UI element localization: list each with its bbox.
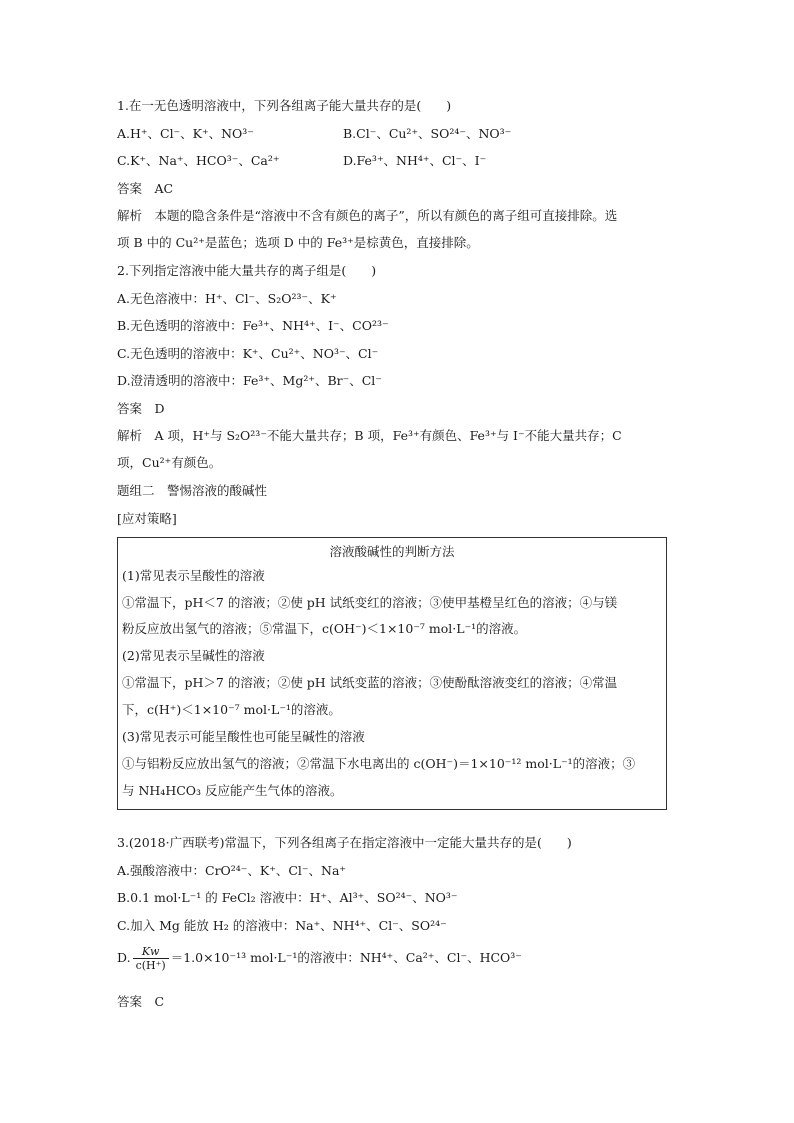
- acidic-heading: (1)常见表示呈酸性的溶液: [122, 568, 265, 583]
- q2-option-c: C.无色透明的溶液中：K⁺、Cu²⁺、NO³⁻、Cl⁻: [117, 346, 379, 361]
- q2-analysis-line-2: 项，Cu²⁺有颜色。: [117, 455, 222, 470]
- q3-option-d-prefix: D.: [117, 950, 131, 965]
- strategy-label: [应对策略]: [117, 511, 177, 526]
- q1-option-d: D.Fe³⁺、NH⁴⁺、Cl⁻、I⁻: [343, 153, 487, 168]
- q1-analysis-line-2: 项 B 中的 Cu²⁺是蓝色；选项 D 中的 Fe³⁺是棕黄色，直接排除。: [117, 235, 479, 250]
- basic-line-2: 下，c(H⁺)＜1×10⁻⁷ mol·L⁻¹的溶液。: [122, 702, 341, 717]
- q2-option-a: A.无色溶液中：H⁺、Cl⁻、S₂O²³⁻、K⁺: [117, 291, 337, 306]
- q2-stem: 2.下列指定溶液中能大量共存的离子组是( ): [117, 263, 377, 278]
- q1-option-b: B.Cl⁻、Cu²⁺、SO²⁴⁻、NO³⁻: [343, 126, 512, 141]
- q1-option-c: C.K⁺、Na⁺、HCO³⁻、Ca²⁺: [117, 153, 280, 168]
- q1-option-a: A.H⁺、Cl⁻、K⁺、NO³⁻: [117, 126, 254, 141]
- acidic-line-1: ①常温下，pH＜7 的溶液；②使 pH 试纸变红的溶液；③使甲基橙呈红色的溶液；④与镁: [122, 595, 618, 610]
- basic-heading: (2)常见表示呈碱性的溶液: [122, 648, 265, 663]
- q3-option-c: C.加入 Mg 能放 H₂ 的溶液中：Na⁺、NH⁴⁺、Cl⁻、SO²⁴⁻: [117, 918, 447, 933]
- q3-option-b: B.0.1 mol·L⁻¹ 的 FeCl₂ 溶液中：H⁺、Al³⁺、SO²⁴⁻、NO³⁻: [117, 890, 458, 905]
- either-heading: (3)常见表示可能呈酸性也可能呈碱性的溶液: [122, 729, 365, 744]
- q3-option-d-rest: ＝1.0×10⁻¹³ mol·L⁻¹的溶液中：NH⁴⁺、Ca²⁺、Cl⁻、HCO³⁻: [170, 950, 522, 965]
- either-line-1: ①与铝粉反应放出氢气的溶液；②常温下水电离出的 c(OH⁻)＝1×10⁻¹² mol·L⁻¹的溶液；③: [122, 756, 636, 771]
- method-box: [117, 537, 667, 810]
- q2-option-b: B.无色透明的溶液中：Fe³⁺、NH⁴⁺、I⁻、CO²³⁻: [117, 318, 389, 333]
- basic-line-1: ①常温下，pH＞7 的溶液；②使 pH 试纸变蓝的溶液；③使酚酞溶液变红的溶液；④常温: [122, 675, 618, 690]
- group2-heading: 题组二 警惕溶液的酸碱性: [117, 483, 268, 498]
- q2-analysis-line-1: 解析 A 项，H⁺与 S₂O²³⁻不能大量共存；B 项，Fe³⁺有颜色、Fe³⁺与 I⁻不能大量共存；C: [117, 428, 622, 443]
- q3-stem: 3.(2018·广西联考)常温下，下列各组离子在指定溶液中一定能大量共存的是( ): [117, 835, 572, 850]
- fraction-denominator: c(H⁺): [135, 959, 166, 972]
- q3-option-a: A.强酸溶液中：CrO²⁴⁻、K⁺、Cl⁻、Na⁺: [117, 863, 346, 878]
- kw-fraction: [133, 945, 169, 972]
- q1-stem: 1.在一无色透明溶液中，下列各组离子能大量共存的是( ): [117, 98, 452, 113]
- q3-option-d: [117, 944, 677, 972]
- q3-answer: 答案 C: [117, 994, 165, 1009]
- q2-answer: 答案 D: [117, 401, 165, 416]
- method-box-title: 溶液酸碱性的判断方法: [329, 544, 455, 559]
- q1-analysis-line-1: 解析 本题的隐含条件是“溶液中不含有颜色的离子”，所以有颜色的离子组可直接排除。选: [117, 208, 618, 223]
- either-line-2: 与 NH₄HCO₃ 反应能产生气体的溶液。: [122, 783, 343, 798]
- acidic-line-2: 粉反应放出氢气的溶液；⑤常温下，c(OH⁻)＜1×10⁻⁷ mol·L⁻¹的溶液。: [122, 621, 527, 636]
- q1-answer: 答案 AC: [117, 181, 174, 196]
- fraction-numerator: Kw: [133, 945, 169, 959]
- q2-option-d: D.澄清透明的溶液中：Fe³⁺、Mg²⁺、Br⁻、Cl⁻: [117, 373, 382, 388]
